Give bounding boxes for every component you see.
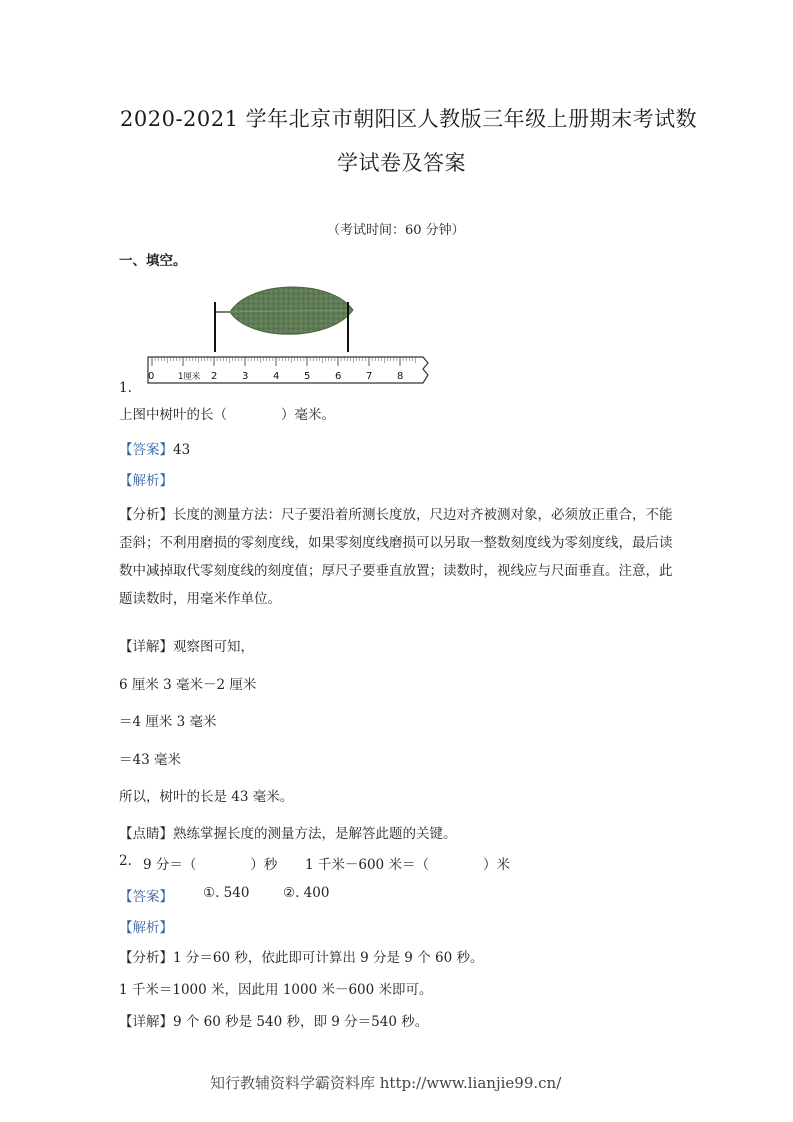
q1-step-2: ＝4 厘米 3 毫米 bbox=[119, 714, 217, 730]
q2-xiangjie-line bbox=[119, 1010, 428, 1030]
q2-number: 2. bbox=[119, 853, 132, 869]
footer-watermark: 知行教辅资料学霸资料库 http://www.lianjie99.cn/ bbox=[210, 1074, 562, 1092]
q1-fenxi-tag: 【分析】 bbox=[119, 507, 173, 523]
ruler-icon bbox=[148, 357, 428, 383]
q1-xiangjie-text: 观察图可知， bbox=[173, 639, 254, 655]
ruler-label-2: 2 bbox=[211, 371, 218, 382]
q2-answer-1: ①. 540 bbox=[203, 885, 250, 901]
q1-step-3: ＝43 毫米 bbox=[119, 752, 181, 768]
q1-answer-value: 43 bbox=[173, 442, 191, 458]
q1-analysis-tag: 【解析】 bbox=[119, 473, 173, 489]
q2-fenxi-tag: 【分析】 bbox=[119, 950, 173, 966]
q1-xiangjie-line bbox=[119, 635, 254, 655]
q1-number: 1. bbox=[119, 380, 132, 396]
q1-xiangjie-tag: 【详解】 bbox=[119, 639, 173, 655]
q2-answer-2: ②. 400 bbox=[283, 885, 330, 901]
q2-xiangjie-tag: 【详解】 bbox=[119, 1014, 173, 1030]
ruler-label-6: 6 bbox=[335, 371, 342, 382]
q2-fenxi-line bbox=[119, 946, 483, 966]
q1-dianjing-line bbox=[119, 822, 457, 842]
q2-analysis-tag: 【解析】 bbox=[119, 920, 173, 936]
q1-dianjing-text: 熟练掌握长度的测量方法，是解答此题的关键。 bbox=[173, 826, 457, 842]
q2-part-2: 1 千米－600 米＝（ ）米 bbox=[305, 857, 510, 873]
q2-line-2: 1 千米＝1000 米，因此用 1000 米－600 米即可。 bbox=[119, 982, 433, 998]
q1-fenxi-text: 长度的测量方法：尺子要沿着所测长度放，尺边对齐被测对象，必须放正重合，不能歪斜；不利用磨损的零刻度线，如果零刻度线磨损可以另取一整数刻度线为零刻度线，最后读数中减掉取代零刻度线的刻度值；厚尺子要垂直放置；读数时，视线应与尺面垂直。注意，此题读数时，用毫米作单位。 bbox=[119, 507, 673, 607]
ruler-label-7: 7 bbox=[366, 371, 373, 382]
q1-conclusion: 所以，树叶的长是 43 毫米。 bbox=[119, 789, 294, 805]
exam-time: （考试时间：60 分钟） bbox=[327, 223, 465, 238]
q2-xiangjie-text: 9 个 60 秒是 540 秒，即 9 分＝540 秒。 bbox=[173, 1014, 429, 1030]
ruler-label-5: 5 bbox=[304, 371, 311, 382]
ruler-label-4: 4 bbox=[273, 371, 280, 382]
leaf-ruler-figure bbox=[140, 270, 440, 388]
q2-fenxi-text: 1 分＝60 秒，依此即可计算出 9 分是 9 个 60 秒。 bbox=[173, 950, 484, 966]
q1-question: 上图中树叶的长（ ）毫米。 bbox=[119, 407, 335, 423]
q1-fenxi-paragraph bbox=[119, 501, 675, 613]
q1-answer-line bbox=[119, 438, 190, 458]
q2-answer-tag: 【答案】 bbox=[119, 889, 173, 905]
q2-part-1: 9 分＝（ ）秒 bbox=[143, 857, 278, 873]
q2-answer-line bbox=[119, 885, 173, 905]
leaf-icon bbox=[216, 287, 353, 334]
title-line-1: 2020-2021 学年北京市朝阳区人教版三年级上册期末考试数 bbox=[120, 107, 698, 131]
ruler-label-8: 8 bbox=[397, 371, 404, 382]
title-line-2: 学试卷及答案 bbox=[337, 151, 466, 175]
ruler-label-3: 3 bbox=[242, 371, 249, 382]
q1-dianjing-tag: 【点睛】 bbox=[119, 826, 173, 842]
section-heading: 一、填空。 bbox=[119, 253, 187, 269]
ruler-label-1: 1厘米 bbox=[178, 372, 201, 382]
q1-answer-tag: 【答案】 bbox=[119, 442, 173, 458]
q1-step-1: 6 厘米 3 毫米－2 厘米 bbox=[119, 677, 257, 693]
ruler-label-0: 0 bbox=[148, 371, 155, 382]
